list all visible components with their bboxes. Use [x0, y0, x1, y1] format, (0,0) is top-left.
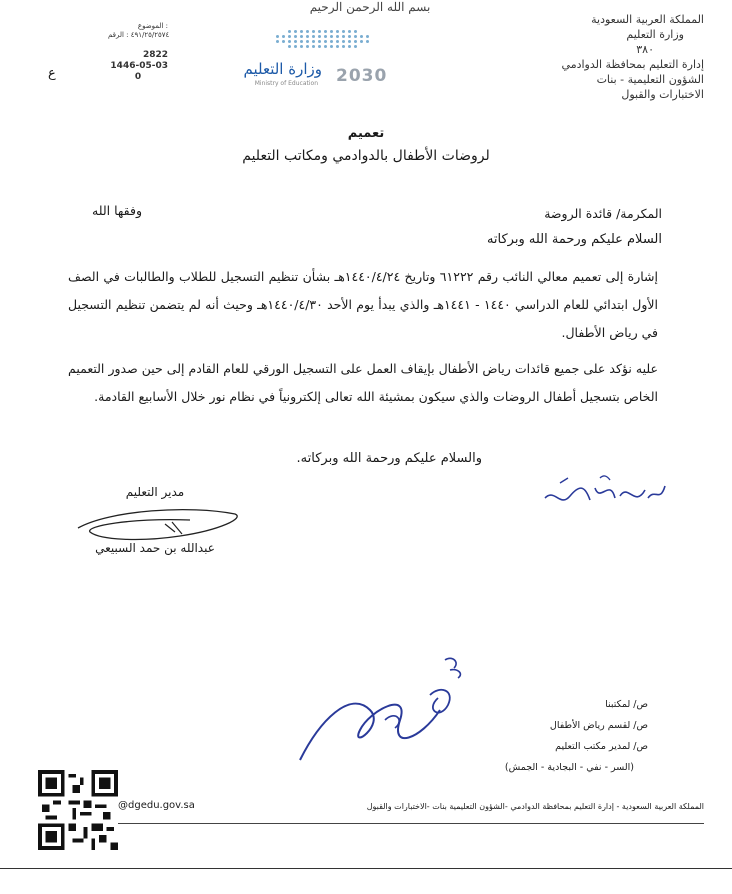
logo-dot — [360, 35, 363, 38]
logo-dot — [354, 45, 357, 48]
logo-dot — [288, 45, 291, 48]
letterhead-right — [484, 12, 704, 102]
logo-dot — [312, 45, 315, 48]
logo-dot — [336, 40, 339, 43]
logo-dot — [366, 40, 369, 43]
logo-dot — [288, 35, 291, 38]
body-paragraph-1: إشارة إلى تعميم معالي النائب رقم ٦١٢٢٢ وتاريخ ١٤٤٠/٤/٢٤هـ بشأن تنظيم التسجيل للطلاب والطالبات في الصف الأول ابتدائي للعام الدراسي ١٤٤٠ - ١٤٤١هـ والذي يبدأ يوم الأحد ١٤٤٠/٤/٣٠هـ وحيث أنه لم يتضمن تنظيم التسجيل في رياض الأطفال. — [68, 269, 658, 340]
logo-dots-icon — [276, 30, 376, 52]
cc-item: (السر - نفي - البجادية - الجمش) — [504, 762, 634, 773]
logo-dot — [306, 30, 309, 33]
letterhead-line: إدارة التعليم بمحافظة الدوادمي — [561, 58, 704, 71]
logo-dot — [342, 45, 345, 48]
greeting-left: وفقها الله — [92, 203, 142, 218]
logo-dot — [318, 35, 321, 38]
footer — [118, 800, 704, 820]
logo-dot — [348, 30, 351, 33]
logo-dot — [366, 35, 369, 38]
qr-code-icon[interactable] — [38, 770, 118, 850]
logo-dot — [318, 30, 321, 33]
logo-dot — [342, 40, 345, 43]
letterhead-line: المملكة العربية السعودية — [591, 13, 704, 26]
logo-dot — [330, 40, 333, 43]
logo-dot — [282, 35, 285, 38]
logo-dot — [336, 45, 339, 48]
addressee: المكرمة/ قائدة الروضة — [544, 206, 662, 221]
logo-dot — [300, 40, 303, 43]
logo-dot — [318, 45, 321, 48]
logo-dot — [294, 45, 297, 48]
logo-dot — [354, 30, 357, 33]
logo-dot — [300, 45, 303, 48]
margin-mark: ع — [48, 66, 56, 81]
logo-dot — [336, 35, 339, 38]
logo-dot — [324, 40, 327, 43]
logo-dot — [294, 40, 297, 43]
vision-2030-logo: 2030 — [336, 66, 388, 86]
logo-dot — [288, 30, 291, 33]
logo-dot — [294, 30, 297, 33]
salutation: السلام عليكم ورحمة الله وبركاته — [486, 232, 662, 247]
logo-dot — [348, 35, 351, 38]
ministry-name: وزارة التعليم — [243, 60, 322, 78]
closing: والسلام عليكم ورحمة الله وبركاته. — [296, 451, 482, 466]
logo-dot — [294, 35, 297, 38]
reference-number: ٤٩١/٢٥/٢٥٧٤ : الرقم — [108, 31, 170, 39]
logo-dot — [300, 30, 303, 33]
circular-subtitle: لروضات الأطفال بالدوادمي ومكاتب التعليم — [242, 148, 490, 164]
letterhead-line: وزارة التعليم — [626, 28, 684, 41]
logo-dot — [342, 30, 345, 33]
logo-dot — [276, 40, 279, 43]
logo-dot — [306, 35, 309, 38]
logo-dot — [282, 40, 285, 43]
logo-dot — [348, 45, 351, 48]
cc-item: ص/ لمكتبنا — [605, 699, 648, 710]
logo-dot — [330, 30, 333, 33]
logo-dot — [318, 40, 321, 43]
signatory-name: عبدالله بن حمد السبيعي — [95, 541, 215, 555]
footer-email-link[interactable]: @dgedu.gov.sa — [118, 800, 195, 811]
reference-date: 1446-05-03 — [110, 61, 168, 71]
reference-subject: الموضوع : — [137, 22, 168, 30]
cc-list — [408, 694, 648, 778]
logo-dot — [330, 45, 333, 48]
logo-dot — [360, 40, 363, 43]
reference-attachments: 0 — [134, 72, 142, 82]
reference-code: 2822 — [142, 50, 168, 60]
logo-dot — [354, 35, 357, 38]
logo-dot — [288, 40, 291, 43]
letterhead-line: ٣٨٠ — [636, 43, 654, 56]
logo-dot — [336, 30, 339, 33]
footer-text: المملكة العربية السعودية - إدارة التعليم بمحافظة الدوادمي -الشؤون التعليمية بنات -الاختبارات والقبول — [366, 802, 704, 811]
logo-dot — [276, 35, 279, 38]
bottom-divider — [0, 868, 732, 869]
logo-dot — [348, 40, 351, 43]
letterhead-line: الاختبارات والقبول — [621, 88, 704, 101]
logo-dot — [300, 35, 303, 38]
signature-icon — [70, 500, 250, 550]
letterhead-line: الشؤون التعليمية - بنات — [596, 73, 704, 86]
logo-dot — [306, 45, 309, 48]
logo-dot — [330, 35, 333, 38]
circular-title: تعميم — [347, 126, 385, 141]
logo-dot — [312, 30, 315, 33]
signatory-title: مدير التعليم — [125, 485, 185, 499]
logo-dot — [324, 30, 327, 33]
logo-dot — [342, 35, 345, 38]
handwritten-annotation-icon — [540, 468, 670, 518]
footer-divider — [118, 823, 704, 824]
logo-dot — [312, 40, 315, 43]
logo-dot — [306, 40, 309, 43]
cc-item: ص/ لقسم رياض الأطفال — [549, 720, 648, 731]
cc-item: ص/ لمدير مكتب التعليم — [555, 741, 648, 752]
body-paragraph-2: عليه نؤكد على جميع قائدات رياض الأطفال بإيقاف العمل على التسجيل الورقي للعام القادم إلى حين صدور التعميم الخاص بتسجيل أطفال الروضات والذي سيكون بمشيئة الله تعالى إلكترونياً في نظام نور خلال الأسابيع القادمة. — [68, 361, 658, 404]
ministry-logo — [228, 30, 418, 90]
logo-dot — [312, 35, 315, 38]
ministry-name-en: Ministry of Education — [254, 80, 318, 87]
basmala: بسم الله الرحمن الرحيم — [309, 0, 431, 14]
logo-dot — [354, 40, 357, 43]
logo-dot — [324, 35, 327, 38]
letterhead-reference — [108, 22, 168, 83]
logo-dot — [324, 45, 327, 48]
